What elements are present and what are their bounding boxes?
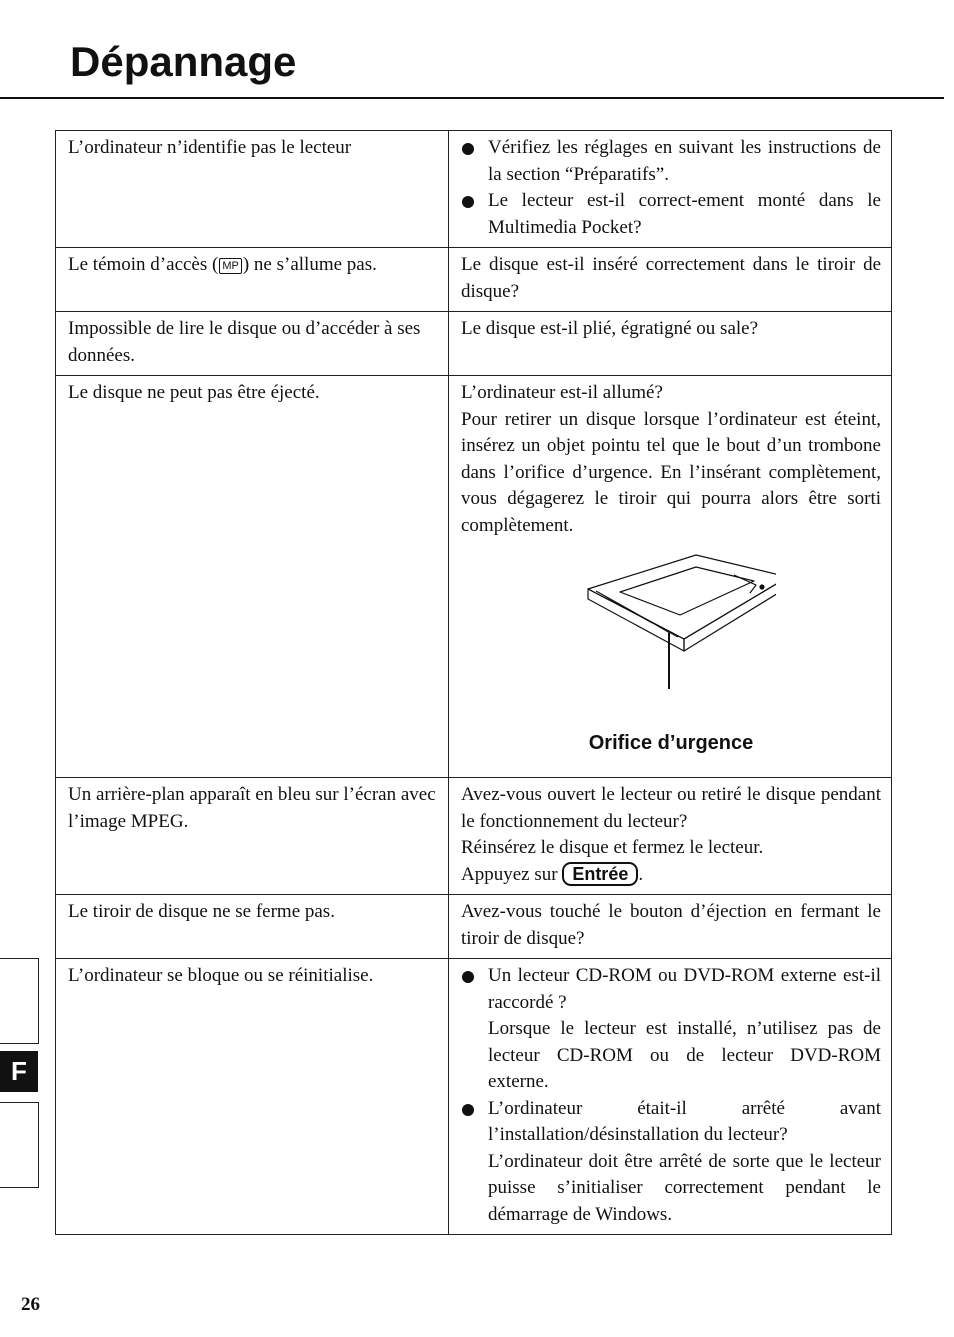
table-row bbox=[56, 131, 892, 248]
bullet-icon bbox=[462, 971, 474, 983]
press-instruction bbox=[461, 862, 881, 889]
page-title: Dépannage bbox=[70, 38, 297, 85]
table-row bbox=[56, 248, 892, 312]
problem-text-before: Le témoin d’accès ( bbox=[68, 254, 219, 275]
solution-question: Avez-vous ouvert le lecteur ou retiré le disque pendant le fonctionnement du lecteur? bbox=[461, 784, 881, 832]
bullet-icon bbox=[462, 143, 474, 155]
table-row bbox=[56, 312, 892, 376]
list-item bbox=[461, 963, 881, 1096]
solution-cell: Le disque est-il plié, égratigné ou sale? bbox=[449, 312, 892, 376]
problem-cell: Le disque ne peut pas être éjecté. bbox=[56, 376, 449, 778]
solution-list bbox=[461, 963, 881, 1228]
problem-cell: L’ordinateur n’identifie pas le lecteur bbox=[56, 131, 449, 248]
page-number: 26 bbox=[21, 1294, 40, 1315]
solution-cell bbox=[449, 778, 892, 895]
drive-figure bbox=[461, 547, 881, 771]
bullet-note: L’ordinateur doit être arrêté de sorte que le lecteur puisse s’initialiser correctement pendant le démarrage de Windows. bbox=[488, 1150, 881, 1225]
title-divider bbox=[0, 97, 944, 99]
table-row bbox=[56, 959, 892, 1235]
list-item bbox=[461, 188, 881, 241]
solution-cell bbox=[449, 959, 892, 1235]
bullet-text: Le lecteur est-il correct-ement monté dans le Multimedia Pocket? bbox=[488, 190, 881, 238]
bullet-text: L’ordinateur était-il arrêté avant l’installation/désinstallation du lecteur? bbox=[488, 1097, 881, 1145]
press-end: . bbox=[638, 863, 644, 885]
mp-access-indicator-icon: MP bbox=[219, 258, 242, 274]
list-item bbox=[461, 135, 881, 188]
solution-cell: Le disque est-il inséré correctement dans le tiroir de disque? bbox=[449, 248, 892, 312]
enter-key-label: Entrée bbox=[562, 862, 638, 886]
side-tab-active: F bbox=[0, 1051, 38, 1092]
solution-list bbox=[461, 135, 881, 241]
press-text: Appuyez sur bbox=[461, 863, 558, 885]
table-row bbox=[56, 895, 892, 959]
side-tab-empty bbox=[0, 1102, 39, 1188]
list-item bbox=[461, 1096, 881, 1229]
problem-cell: Un arrière-plan apparaît en bleu sur l’écran avec l’image MPEG. bbox=[56, 778, 449, 895]
solution-cell bbox=[449, 376, 892, 778]
figure-label: Orifice d’urgence bbox=[588, 732, 754, 754]
optical-drive-illustration bbox=[566, 547, 776, 727]
solution-cell bbox=[449, 131, 892, 248]
solution-cell: Avez-vous touché le bouton d’éjection en fermant le tiroir de disque? bbox=[449, 895, 892, 959]
side-tab-empty bbox=[0, 958, 39, 1044]
bullet-icon bbox=[462, 1104, 474, 1116]
bullet-note: Lorsque le lecteur est installé, n’utilisez pas de lecteur CD-ROM ou de lecteur DVD-ROM externe. bbox=[488, 1018, 881, 1092]
problem-cell: L’ordinateur se bloque ou se réinitialise. bbox=[56, 959, 449, 1235]
solution-question: L’ordinateur est-il allumé? bbox=[461, 382, 663, 403]
table-row bbox=[56, 376, 892, 778]
problem-cell: Le tiroir de disque ne se ferme pas. bbox=[56, 895, 449, 959]
problem-cell bbox=[56, 248, 449, 312]
bullet-icon bbox=[462, 196, 474, 208]
bullet-text: Vérifiez les réglages en suivant les instructions de la section “Préparatifs”. bbox=[488, 137, 881, 185]
problem-text-after: ) ne s’allume pas. bbox=[242, 254, 377, 275]
table-row bbox=[56, 778, 892, 895]
solution-instructions: Pour retirer un disque lorsque l’ordinateur est éteint, insérez un objet pointu tel que le bout d’un trombone dans l’orifice d’urgence. En l’insérant complètement, vous dégagerez le tiroir qui pourra alors être sorti complètement. bbox=[461, 408, 881, 536]
problem-cell: Impossible de lire le disque ou d’accéder à ses données. bbox=[56, 312, 449, 376]
bullet-text: Un lecteur CD-ROM ou DVD-ROM externe est-il raccordé ? bbox=[488, 965, 881, 1013]
troubleshooting-table bbox=[55, 130, 892, 1235]
solution-instructions: Réinsérez le disque et fermez le lecteur. bbox=[461, 837, 764, 858]
